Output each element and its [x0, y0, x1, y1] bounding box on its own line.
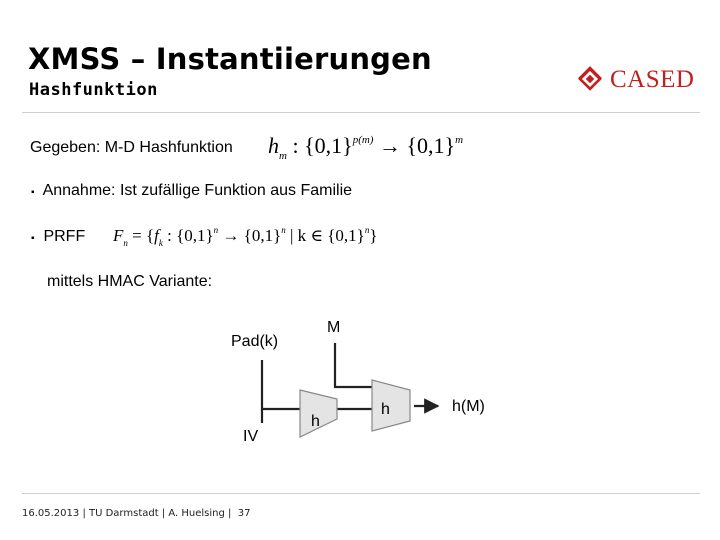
formula-codomain-exp: m — [455, 134, 464, 146]
footer-divider — [22, 493, 700, 494]
prff-F: F — [113, 226, 124, 245]
prff-F-sub: n — [123, 238, 128, 248]
pad-connector — [262, 360, 300, 409]
footer-page-number: 37 — [237, 508, 251, 519]
formula-h-sub: m — [279, 150, 287, 162]
formula-codomain: → {0,1} — [373, 133, 456, 158]
pad-label: Pad(k) — [231, 333, 279, 350]
footer-separator: | — [224, 508, 235, 519]
footer-date: 16.05.2013 — [22, 508, 80, 519]
compression-box-2-label: h — [381, 401, 390, 418]
prff-f-sub: k — [158, 238, 163, 248]
footer-separator: | — [79, 508, 89, 519]
prff-codomain-exp: n — [281, 225, 286, 235]
footer-author: A. Huelsing — [168, 508, 225, 519]
prff-codomain: → {0,1} — [218, 226, 282, 245]
prff-eq: = { — [127, 226, 155, 245]
slide-subtitle: Hashfunktion — [29, 80, 158, 100]
formula-domain-exp: p(m) — [352, 134, 374, 146]
prff-domain: : {0,1} — [162, 226, 214, 245]
message-label: M — [327, 319, 341, 336]
m-connector — [335, 343, 372, 387]
prff-f: f — [154, 226, 159, 245]
prff-close: } — [369, 226, 378, 245]
bullet-marker: ▪ — [31, 233, 35, 244]
compression-box-1-label: h — [311, 413, 320, 430]
output-label: h(M) — [452, 398, 485, 415]
bullet-marker: ▪ — [31, 187, 35, 198]
footer-institution: TU Darmstadt — [89, 508, 159, 519]
prff-condition: | k ∈ {0,1} — [285, 226, 365, 245]
bullet-prff-text: PRFF — [43, 228, 86, 245]
logo-text: CASED — [610, 65, 695, 93]
formula-domain: : {0,1} — [286, 133, 353, 158]
prff-domain-exp: n — [213, 225, 219, 235]
slide-title: XMSS – Instantiierungen — [28, 42, 432, 76]
bullet-assumption-text: Annahme: Ist zufällige Funktion aus Familie — [42, 182, 353, 199]
iv-label: IV — [243, 428, 259, 445]
footer — [22, 508, 251, 519]
method-label: mittels HMAC Variante: — [47, 273, 213, 290]
footer-separator: | — [158, 508, 169, 519]
formula-h: h — [268, 133, 279, 158]
prff-condition-exp: n — [364, 225, 370, 235]
given-label: Gegeben: M-D Hashfunktion — [30, 139, 233, 156]
compression-box-2 — [372, 380, 410, 431]
